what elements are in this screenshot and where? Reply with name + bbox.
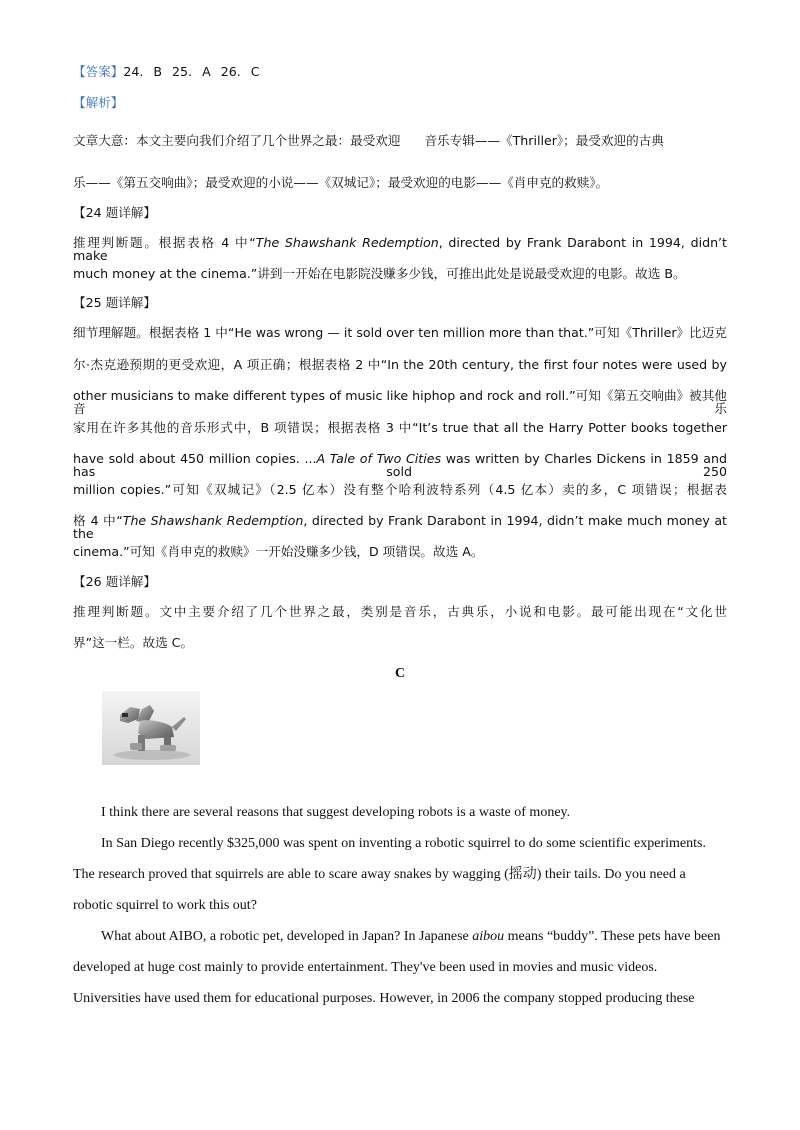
q25-line-7-pre: 格 4 中“ <box>73 513 123 528</box>
passage-p3-line-1 <box>101 930 720 944</box>
answer-label: 【答案】 <box>73 64 124 79</box>
summary-line-1a: 文章大意：本文主要向我们介绍了几个世界之最：最受欢迎 <box>73 133 401 148</box>
summary-line-1 <box>73 135 664 148</box>
answer-text: 24. B 25. A 26. C <box>123 64 260 79</box>
q25-line-7-italic: The Shawshank Redemption <box>122 513 304 528</box>
passage-p3-line-1-post: means “buddy”. These pets have been <box>504 929 721 944</box>
q25-line-6: million copies.”可知《双城记》（2.5 亿本）没有整个哈利波特系列（4.5 亿本）卖的多，C 项错误；根据表 <box>73 482 727 497</box>
q25-line-8: cinema.”可知《肖申克的救赎》一开始没赚多少钱，D 项错误。故选 A。 <box>73 544 484 559</box>
q25-line-5-pre: have sold about 450 million copies. ... <box>73 451 317 466</box>
passage-p2-line-3: robotic squirrel to work this out? <box>73 898 257 913</box>
q25-line-1: 细节理解题。根据表格 1 中“He was wrong — it sold over ten million more than that.”可知《Thriller》比迈克 <box>73 325 727 340</box>
answer-line <box>73 66 260 79</box>
q25-line-5-post: was written by Charles Dickens in 1859 and has sold 250 <box>73 451 728 479</box>
summary-line-2: 乐——《第五交响曲》；最受欢迎的小说——《双城记》；最受欢迎的电影——《肖申克的救赎》。 <box>73 175 609 190</box>
passage-p1: I think there are several reasons that suggest developing robots is a waste of money. <box>101 805 571 820</box>
q24-line-1 <box>73 237 727 262</box>
q25-line-7-post: , directed by Frank Darabont in 1994, didn’t make much money at the <box>73 513 727 541</box>
q25-line-3: other musicians to make different types of music like hiphop and rock and roll.”可知《第五交响曲》被其他音乐 <box>73 388 727 416</box>
passage-p2-line-1: In San Diego recently $325,000 was spent on inventing a robotic squirrel to do some scientific experiments. <box>101 836 706 851</box>
passage-p2-line-2: The research proved that squirrels are able to scare away snakes by wagging (摇动) their tails. Do you need a <box>73 867 686 882</box>
q24-header: 【24 题详解】 <box>73 205 156 220</box>
passage-p3-line-3: Universities have used them for educational purposes. However, in 2006 the company stopped producing these <box>73 991 695 1006</box>
q25-line-5 <box>73 453 727 478</box>
q24-line-2: much money at the cinema.”讲到一开始在电影院没赚多少钱，可推出此处是说最受欢迎的电影。故选 B。 <box>73 266 686 281</box>
section-c-heading: C <box>394 666 406 681</box>
passage-p3-line-1-pre: What about AIBO, a robotic pet, developed in Japan? In Japanese <box>101 929 473 944</box>
q25-line-5-italic: A Tale of Two Cities <box>316 451 442 466</box>
passage-p3-line-2: developed at huge cost mainly to provide entertainment. They've been used in movies and music videos. <box>73 960 658 975</box>
q24-line-1-post: , directed by Frank Darabont in 1994, didn’t make <box>73 235 727 263</box>
robot-dog-photo <box>102 691 200 765</box>
q25-line-2: 尔·杰克逊预期的更受欢迎，A 项正确；根据表格 2 中“In the 20th century, the first four notes were used by <box>73 357 727 372</box>
q26-line-1: 推理判断题。文中主要介绍了几个世界之最，类别是音乐，古典乐，小说和电影。最可能出现在“文化世 <box>73 604 727 619</box>
q25-line-7 <box>73 515 727 540</box>
q24-line-1-italic: The Shawshank Redemption <box>255 235 439 250</box>
q25-header: 【25 题详解】 <box>73 295 156 310</box>
analysis-label: 【解析】 <box>73 95 124 110</box>
q26-line-2: 界”这一栏。故选 C。 <box>73 635 194 650</box>
q24-line-1-pre: 推理判断题。根据表格 4 中“ <box>73 235 256 250</box>
passage-p3-line-1-italic: aibou <box>472 929 505 944</box>
q25-line-4: 家用在许多其他的音乐形式中，B 项错误；根据表格 3 中“It’s true that all the Harry Potter books together <box>73 420 727 435</box>
q26-header: 【26 题详解】 <box>73 574 156 589</box>
summary-line-1b: 音乐专辑——《Thriller》；最受欢迎的古典 <box>424 133 664 148</box>
